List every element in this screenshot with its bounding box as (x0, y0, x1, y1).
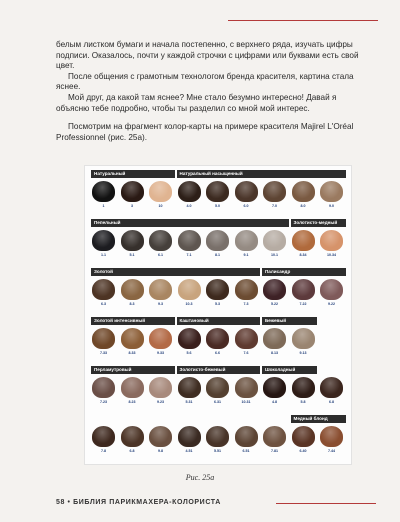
hair-swatch (206, 181, 229, 202)
chart-row (85, 268, 353, 317)
shade-code: 7.33 (100, 351, 107, 355)
hair-swatch (149, 377, 172, 398)
hair-swatch (149, 181, 172, 202)
hair-swatch (178, 426, 201, 447)
shade-group-label: Натуральный (91, 170, 175, 178)
paragraph-2: После общения с грамотным технологом бренда красителя, картина стала яснее. (56, 71, 354, 92)
shade-group-label: Шоколадный (262, 366, 317, 374)
shade-code: 9.0 (329, 204, 334, 208)
hair-swatch (235, 377, 258, 398)
shade-code: 9.13 (299, 351, 307, 355)
shade-code: 7.8 (101, 449, 106, 453)
hair-swatch (149, 230, 172, 251)
shade-code: 10.31 (241, 400, 251, 404)
hair-swatch (292, 181, 315, 202)
hair-swatch (235, 426, 258, 447)
shade-code: 10.1 (271, 253, 278, 257)
hair-swatch (149, 328, 172, 349)
shade-code: 6.31 (214, 400, 221, 404)
shade-code: 6.40 (299, 449, 307, 453)
shade-code: 8.34 (299, 253, 307, 257)
hair-swatch (320, 230, 343, 251)
shade-code: 4.0 (186, 204, 192, 208)
shade-code: 9.33 (157, 351, 164, 355)
hair-swatch (206, 230, 229, 251)
paragraph-3: Мой друг, да какой там яснее? Мне стало безумно интересно! Давай я объясню тебе подробно, чтобы ты разделил со мной мой интерес. (56, 92, 337, 113)
shade-group-label: Золотисто-бежевый (177, 366, 261, 374)
shade-code: 4.8 (272, 400, 277, 404)
shade-code: 10 (158, 204, 163, 208)
chart-row (85, 415, 353, 464)
shade-group-label: Медный блонд (291, 415, 346, 423)
shade-code: 7.3 (243, 302, 249, 306)
shade-code: 5.1 (129, 253, 135, 257)
hair-swatch (235, 328, 258, 349)
shade-code: 10.34 (327, 253, 336, 257)
chart-row (85, 219, 353, 268)
hair-swatch (320, 279, 343, 300)
hair-swatch (320, 181, 343, 202)
shade-group-label: Пепельный (91, 219, 289, 227)
body-text (56, 40, 366, 143)
chart-row (85, 170, 353, 219)
hair-swatch (178, 377, 201, 398)
hair-swatch (292, 377, 315, 398)
hair-swatch (292, 426, 315, 447)
footer-bullet: • (67, 499, 74, 506)
chart-row (85, 366, 353, 415)
shade-code: 7.23 (100, 400, 107, 404)
shade-code: 6.3 (101, 302, 106, 306)
shade-code: 8.1 (215, 253, 220, 257)
shade-group-label: Золотой интенсивный (91, 317, 175, 325)
shade-code: 9.3 (158, 302, 163, 306)
shade-code: 9.23 (157, 400, 164, 404)
shade-group-label: Золотой (91, 268, 260, 276)
hair-swatch (92, 377, 115, 398)
shade-code: 6.8 (129, 449, 135, 453)
color-chart (84, 165, 352, 465)
hair-swatch (206, 328, 229, 349)
shade-code: 10.3 (185, 302, 193, 306)
page-footer (56, 498, 376, 508)
shade-code: 8.3 (129, 302, 135, 306)
hair-swatch (92, 279, 115, 300)
footer-text (56, 498, 221, 508)
hair-swatch (263, 328, 286, 349)
hair-swatch (235, 279, 258, 300)
hair-swatch (92, 230, 115, 251)
hair-swatch (149, 426, 172, 447)
shade-group-label: Перламутровый (91, 366, 175, 374)
paragraph-4: Посмотрим на фрагмент колор-карты на примере красителя Majirel L'Oréal Professionnel (рис. 25а). (56, 122, 354, 142)
hair-swatch (92, 426, 115, 447)
hair-swatch (121, 328, 144, 349)
hair-swatch (178, 328, 201, 349)
shade-code: 8.13 (271, 351, 278, 355)
shade-code: 6.6 (215, 351, 220, 355)
hair-swatch (263, 426, 286, 447)
shade-code: 1 (102, 204, 105, 208)
footer-rule (276, 503, 376, 504)
figure-caption: Рис. 25а (185, 473, 215, 482)
hair-swatch (121, 426, 144, 447)
shade-code: 6.8 (329, 400, 334, 404)
header-rule (228, 20, 378, 21)
hair-swatch (149, 279, 172, 300)
shade-code: 8.0 (300, 204, 306, 208)
shade-code: 9.8 (158, 449, 163, 453)
hair-swatch (121, 279, 144, 300)
shade-code: 4.51 (185, 449, 193, 453)
paragraph-1: белым листком бумаги и начала постепенно, с верхнего ряда, изучать цифры подписи. Оказалось, почти у каждой строчки с цифрами или буквами есть свой цвет. (56, 40, 359, 71)
hair-swatch (206, 377, 229, 398)
book-title: БИБЛИЯ ПАРИКМАХЕРА-КОЛОРИСТА (73, 499, 221, 506)
shade-code: 6.51 (242, 449, 250, 453)
hair-swatch (320, 377, 343, 398)
hair-swatch (206, 426, 229, 447)
shade-code: 9.1 (243, 253, 249, 257)
shade-group-label: Бежевый (262, 317, 317, 325)
shade-code: 9.22 (328, 302, 335, 306)
shade-group-label: Палисандр (262, 268, 346, 276)
shade-group-label: Золотисто-медный (291, 219, 346, 227)
shade-code: 6.0 (243, 204, 249, 208)
chart-row (85, 317, 353, 366)
shade-code: 5.6 (186, 351, 192, 355)
hair-swatch (121, 230, 144, 251)
shade-code: 5.0 (215, 204, 220, 208)
hair-swatch (263, 181, 286, 202)
hair-swatch (292, 328, 315, 349)
hair-swatch (92, 328, 115, 349)
hair-swatch (235, 230, 258, 251)
hair-swatch (121, 377, 144, 398)
hair-swatch (206, 279, 229, 300)
shade-code: 5.8 (300, 400, 306, 404)
shade-code: 7.1 (186, 253, 192, 257)
hair-swatch (320, 426, 343, 447)
shade-code: 5.31 (185, 400, 193, 404)
shade-code: 5.3 (215, 302, 220, 306)
hair-swatch (178, 279, 201, 300)
shade-group-label: Натуральный насыщенный (177, 170, 346, 178)
shade-code: 6.1 (158, 253, 163, 257)
hair-swatch (92, 181, 115, 202)
hair-swatch (121, 181, 144, 202)
shade-code: 5.51 (214, 449, 221, 453)
hair-swatch (263, 279, 286, 300)
hair-swatch (292, 230, 315, 251)
shade-code: 5.22 (271, 302, 278, 306)
hair-swatch (263, 230, 286, 251)
shade-code: 1.1 (101, 253, 106, 257)
page-number: 58 (56, 499, 65, 506)
shade-code: 7.44 (328, 449, 335, 453)
shade-code: 8.33 (128, 351, 136, 355)
hair-swatch (263, 377, 286, 398)
shade-code: 7.6 (243, 351, 249, 355)
shade-code: 8.23 (128, 400, 136, 404)
shade-code: 7.0 (272, 204, 277, 208)
shade-code: 7.22 (299, 302, 307, 306)
shade-code: 3 (131, 204, 133, 208)
hair-swatch (178, 181, 201, 202)
hair-swatch (235, 181, 258, 202)
shade-code: 7.81 (271, 449, 278, 453)
hair-swatch (292, 279, 315, 300)
shade-group-label: Каштановый (177, 317, 261, 325)
hair-swatch (178, 230, 201, 251)
